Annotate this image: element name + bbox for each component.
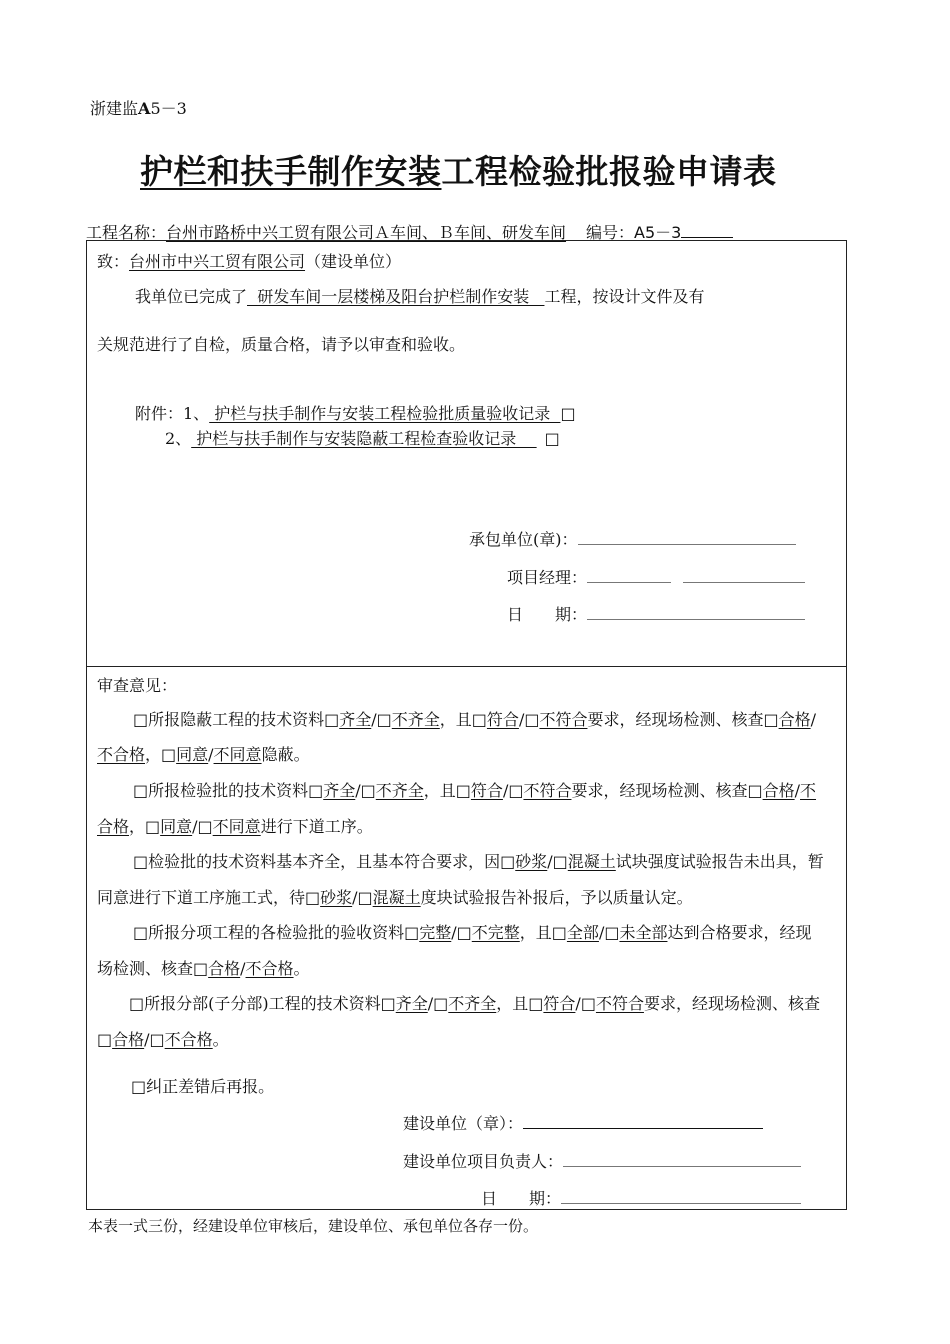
attachment-1-checkbox[interactable]: □ — [560, 404, 576, 423]
to-line: 致：台州市中兴工贸有限公司（建设单位） — [97, 252, 402, 271]
review-clause-4-line-2: 场检测、核查□合格/不合格。 — [97, 959, 310, 978]
statement-line-1: 我单位已完成了 研发车间一层楼梯及阳台护栏制作安装 工程，按设计文件及有 — [135, 287, 705, 306]
owner-date-field[interactable] — [561, 1189, 801, 1204]
review-clause-2-line-2: 合格，□同意/□不同意进行下道工序。 — [97, 817, 373, 836]
statement-line-2: 关规范进行了自检，质量合格，请予以审查和验收。 — [97, 335, 466, 354]
review-clause-1-line-2: 不合格，□同意/不同意隐蔽。 — [97, 745, 310, 764]
contractor-date-field[interactable] — [587, 605, 805, 620]
attachment-2: 2、 护栏与扶手制作与安装隐蔽工程检查验收记录 □ — [165, 429, 560, 448]
attachment-1: 附件：1、 护栏与扶手制作与安装工程检验批质量验收记录 □ — [135, 404, 576, 423]
form-table — [86, 240, 847, 1210]
owner-leader: 建设单位项目负责人： — [403, 1149, 801, 1172]
manager-field-1[interactable] — [587, 568, 671, 583]
number-underline — [681, 223, 733, 238]
owner-unit: 建设单位（章）： — [403, 1111, 763, 1134]
footer-note: 本表一式三份，经建设单位审核后，建设单位、承包单位各存一份。 — [88, 1217, 539, 1235]
contractor-date: 日 期： — [507, 602, 805, 625]
form-code: 浙建监A5－3 — [90, 99, 187, 118]
owner-date: 日 期： — [481, 1186, 801, 1209]
page-title: 护栏和扶手制作安装工程检验批报验申请表 — [140, 152, 777, 191]
section-divider — [87, 666, 846, 667]
number-value: A5－3 — [634, 223, 682, 242]
work-name: 研发车间一层楼梯及阳台护栏制作安装 — [247, 287, 545, 306]
review-heading: 审查意见： — [97, 676, 178, 695]
review-clause-5-line-2: □合格/□不合格。 — [97, 1030, 229, 1049]
review-clause-2-line-1: □所报检验批的技术资料□齐全/□不齐全，且□符合/□不符合要求，经现场检测、核查□合格/不 — [133, 781, 817, 800]
project-name: 台州市路桥中兴工贸有限公司Ａ车间、Ｂ车间、研发车间 — [166, 223, 567, 242]
contractor-unit: 承包单位(章)： — [469, 527, 796, 550]
review-clause-3-line-1: □检验批的技术资料基本齐全，且基本符合要求，因□砂浆/□混凝土试块强度试验报告未出具，暂 — [133, 852, 824, 871]
project-label: 工程名称： — [86, 223, 167, 242]
to-unit: 台州市中兴工贸有限公司 — [129, 252, 306, 271]
number-label: 编号： — [586, 223, 635, 242]
owner-leader-field[interactable] — [563, 1152, 801, 1167]
attachment-2-checkbox[interactable]: □ — [544, 429, 560, 448]
review-clause-1-line-1: □所报隐蔽工程的技术资料□齐全/□不齐全，且□符合/□不符合要求，经现场检测、核查□合格/ — [133, 710, 816, 729]
contractor-unit-field[interactable] — [578, 530, 796, 545]
review-clause-4-line-1: □所报分项工程的各检验批的验收资料□完整/□不完整，且□全部/□未全部达到合格要求，经现 — [133, 923, 812, 942]
owner-unit-field[interactable] — [523, 1114, 763, 1129]
manager-field-2[interactable] — [683, 568, 805, 583]
review-clause-5-line-1: □所报分部(子分部)工程的技术资料□齐全/□不齐全，且□符合/□不符合要求，经现场检测、核查 — [129, 994, 820, 1013]
review-clause-6: □纠正差错后再报。 — [131, 1077, 275, 1096]
review-clause-3-line-2: 同意进行下道工序施工式，待□砂浆/□混凝土度块试验报告补报后，予以质量认定。 — [97, 888, 693, 907]
contractor-manager: 项目经理： — [507, 565, 805, 588]
